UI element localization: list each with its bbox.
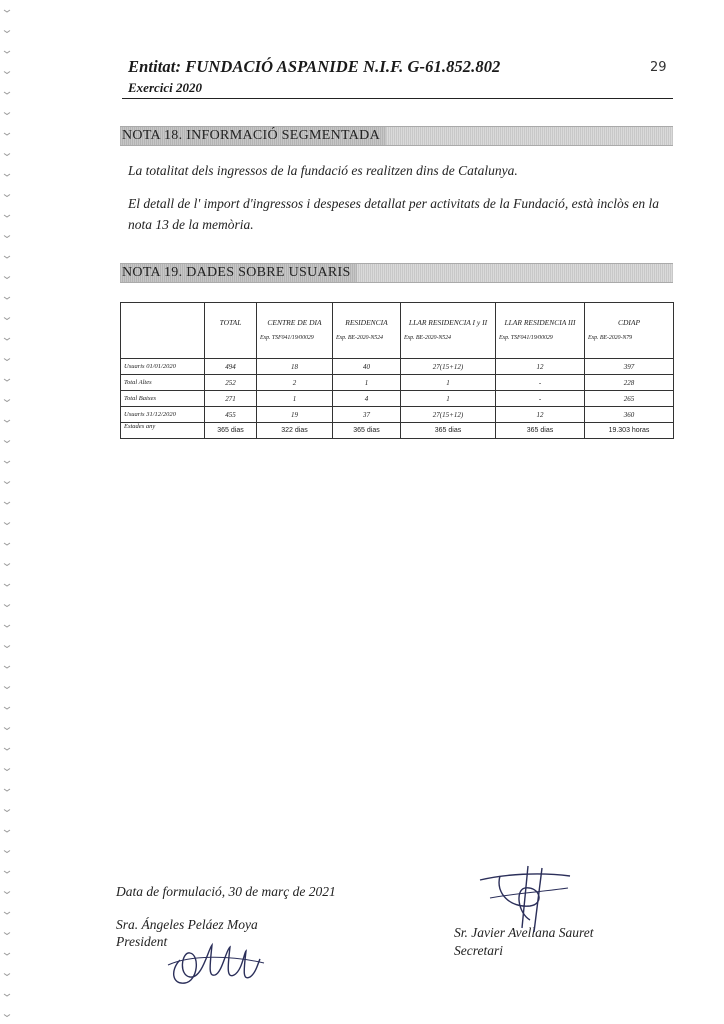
margin-tick	[4, 174, 10, 176]
table-cell: 1	[401, 375, 496, 391]
table-cell: 322 dias	[257, 423, 333, 439]
table-cell: 19.303 horas	[585, 423, 674, 439]
table-cell: 271	[205, 391, 257, 407]
expedient-number: Exp. BE-2020-N524	[404, 335, 451, 341]
president-role: President	[116, 934, 168, 949]
table-cell: 40	[333, 359, 401, 375]
table-header-cell: CDIAP Exp. BE-2020-N79	[585, 303, 674, 359]
table-cell: 265	[585, 391, 674, 407]
margin-tick	[4, 277, 10, 279]
expedient-number: Exp. TSF041/19/00029	[260, 335, 314, 341]
margin-tick	[4, 482, 10, 484]
margin-tick	[4, 687, 10, 689]
table-header-cell: LLAR RESIDENCIA III Exp. TSF041/19/00029	[496, 303, 585, 359]
page-number: 29	[650, 60, 667, 75]
table-row	[121, 423, 674, 439]
entity-header: Entitat: FUNDACIÓ ASPANIDE N.I.F. G-61.852.802	[128, 57, 501, 76]
margin-tick	[4, 318, 10, 320]
margin-tick	[4, 297, 10, 299]
table-cell: 2	[257, 375, 333, 391]
margin-tick	[4, 933, 10, 935]
binder-margin-marks	[0, 0, 40, 1024]
margin-tick	[4, 564, 10, 566]
margin-tick	[4, 154, 10, 156]
margin-tick	[4, 830, 10, 832]
table-row	[121, 375, 674, 391]
margin-tick	[4, 51, 10, 53]
margin-tick	[4, 728, 10, 730]
margin-tick	[4, 974, 10, 976]
margin-tick	[4, 400, 10, 402]
president-signature	[160, 915, 270, 995]
margin-tick	[4, 195, 10, 197]
margin-tick	[4, 523, 10, 525]
margin-tick	[4, 646, 10, 648]
margin-tick	[4, 236, 10, 238]
table-cell: -	[496, 391, 585, 407]
table-cell: 27(15+12)	[401, 359, 496, 375]
margin-tick	[4, 72, 10, 74]
margin-tick	[4, 502, 10, 504]
users-data-table	[120, 302, 674, 439]
row-label: Estades any	[121, 423, 205, 439]
margin-tick	[4, 605, 10, 607]
margin-tick	[4, 953, 10, 955]
table-cell: 228	[585, 375, 674, 391]
margin-tick	[4, 707, 10, 709]
table-cell: 365 dias	[496, 423, 585, 439]
expedient-number: Exp. BE-2020-N79	[588, 335, 633, 341]
secretary-signature	[470, 858, 580, 938]
row-label: Usuaris 31/12/2020	[121, 407, 205, 423]
table-row	[121, 359, 674, 375]
table-cell: 12	[496, 359, 585, 375]
margin-tick	[4, 584, 10, 586]
table-cell: 365 dias	[205, 423, 257, 439]
table-cell: -	[496, 375, 585, 391]
table-header-cell: LLAR RESIDENCIA I y II Exp. BE-2020-N524	[401, 303, 496, 359]
expedient-number: Exp. TSF041/19/00029	[499, 335, 553, 341]
header-divider	[122, 98, 673, 99]
table-cell: 397	[585, 359, 674, 375]
table-cell: 1	[333, 375, 401, 391]
paragraph: El detall de l' import d'ingressos i despeses detallat per activitats de la Fundació, està inclòs en la nota 13 de la memòria.	[128, 196, 659, 232]
expedient-number: Exp. BE-2020-N524	[336, 335, 383, 341]
table-cell: 4	[333, 391, 401, 407]
formulation-date: Data de formulació, 30 de març de 2021	[116, 884, 336, 899]
paragraph: La totalitat dels ingressos de la fundació es realitzen dins de Catalunya.	[128, 163, 518, 178]
table-cell: 1	[257, 391, 333, 407]
table-row	[121, 407, 674, 423]
table-cell: 455	[205, 407, 257, 423]
margin-tick	[4, 769, 10, 771]
margin-tick	[4, 379, 10, 381]
margin-tick	[4, 810, 10, 812]
table-cell: 18	[257, 359, 333, 375]
margin-tick	[4, 789, 10, 791]
president-name: Sra. Ángeles Peláez Moya	[116, 917, 258, 932]
section-title: NOTA 18. INFORMACIÓ SEGMENTADA	[120, 127, 386, 145]
margin-tick	[4, 543, 10, 545]
table-cell: 1	[401, 391, 496, 407]
margin-tick	[4, 92, 10, 94]
margin-tick	[4, 338, 10, 340]
margin-tick	[4, 420, 10, 422]
row-label: Usuaris 01/01/2020	[121, 359, 205, 375]
row-label: Total Altes	[121, 375, 205, 391]
table-cell: 252	[205, 375, 257, 391]
table-header-row	[121, 303, 674, 359]
table-cell: 360	[585, 407, 674, 423]
table-header-cell: TOTAL	[205, 303, 257, 359]
table-cell: 365 dias	[333, 423, 401, 439]
row-label: Total Baixes	[121, 391, 205, 407]
margin-tick	[4, 10, 10, 12]
margin-tick	[4, 666, 10, 668]
margin-tick	[4, 871, 10, 873]
margin-tick	[4, 31, 10, 33]
margin-tick	[4, 851, 10, 853]
table-cell: 19	[257, 407, 333, 423]
secretary-role: Secretari	[454, 943, 503, 958]
margin-tick	[4, 215, 10, 217]
table-cell: 494	[205, 359, 257, 375]
margin-tick	[4, 441, 10, 443]
fiscal-year: Exercici 2020	[128, 80, 203, 95]
margin-tick	[4, 748, 10, 750]
margin-tick	[4, 912, 10, 914]
margin-tick	[4, 1015, 10, 1017]
table-header-cell	[121, 303, 205, 359]
margin-tick	[4, 133, 10, 135]
margin-tick	[4, 625, 10, 627]
table-header-cell: CENTRE DE DIA Exp. TSF041/19/00029	[257, 303, 333, 359]
margin-tick	[4, 359, 10, 361]
section-heading-nota-18	[120, 126, 673, 146]
table-cell: 365 dias	[401, 423, 496, 439]
table-cell: 37	[333, 407, 401, 423]
margin-tick	[4, 892, 10, 894]
table-header-cell: RESIDENCIA Exp. BE-2020-N524	[333, 303, 401, 359]
margin-tick	[4, 113, 10, 115]
section-title: NOTA 19. DADES SOBRE USUARIS	[120, 264, 357, 282]
margin-tick	[4, 994, 10, 996]
margin-tick	[4, 461, 10, 463]
table-row	[121, 391, 674, 407]
secretary-name: Sr. Javier Avellana Sauret	[454, 925, 594, 940]
margin-tick	[4, 256, 10, 258]
section-heading-nota-19	[120, 263, 673, 283]
table-cell: 12	[496, 407, 585, 423]
table-cell: 27(15+12)	[401, 407, 496, 423]
